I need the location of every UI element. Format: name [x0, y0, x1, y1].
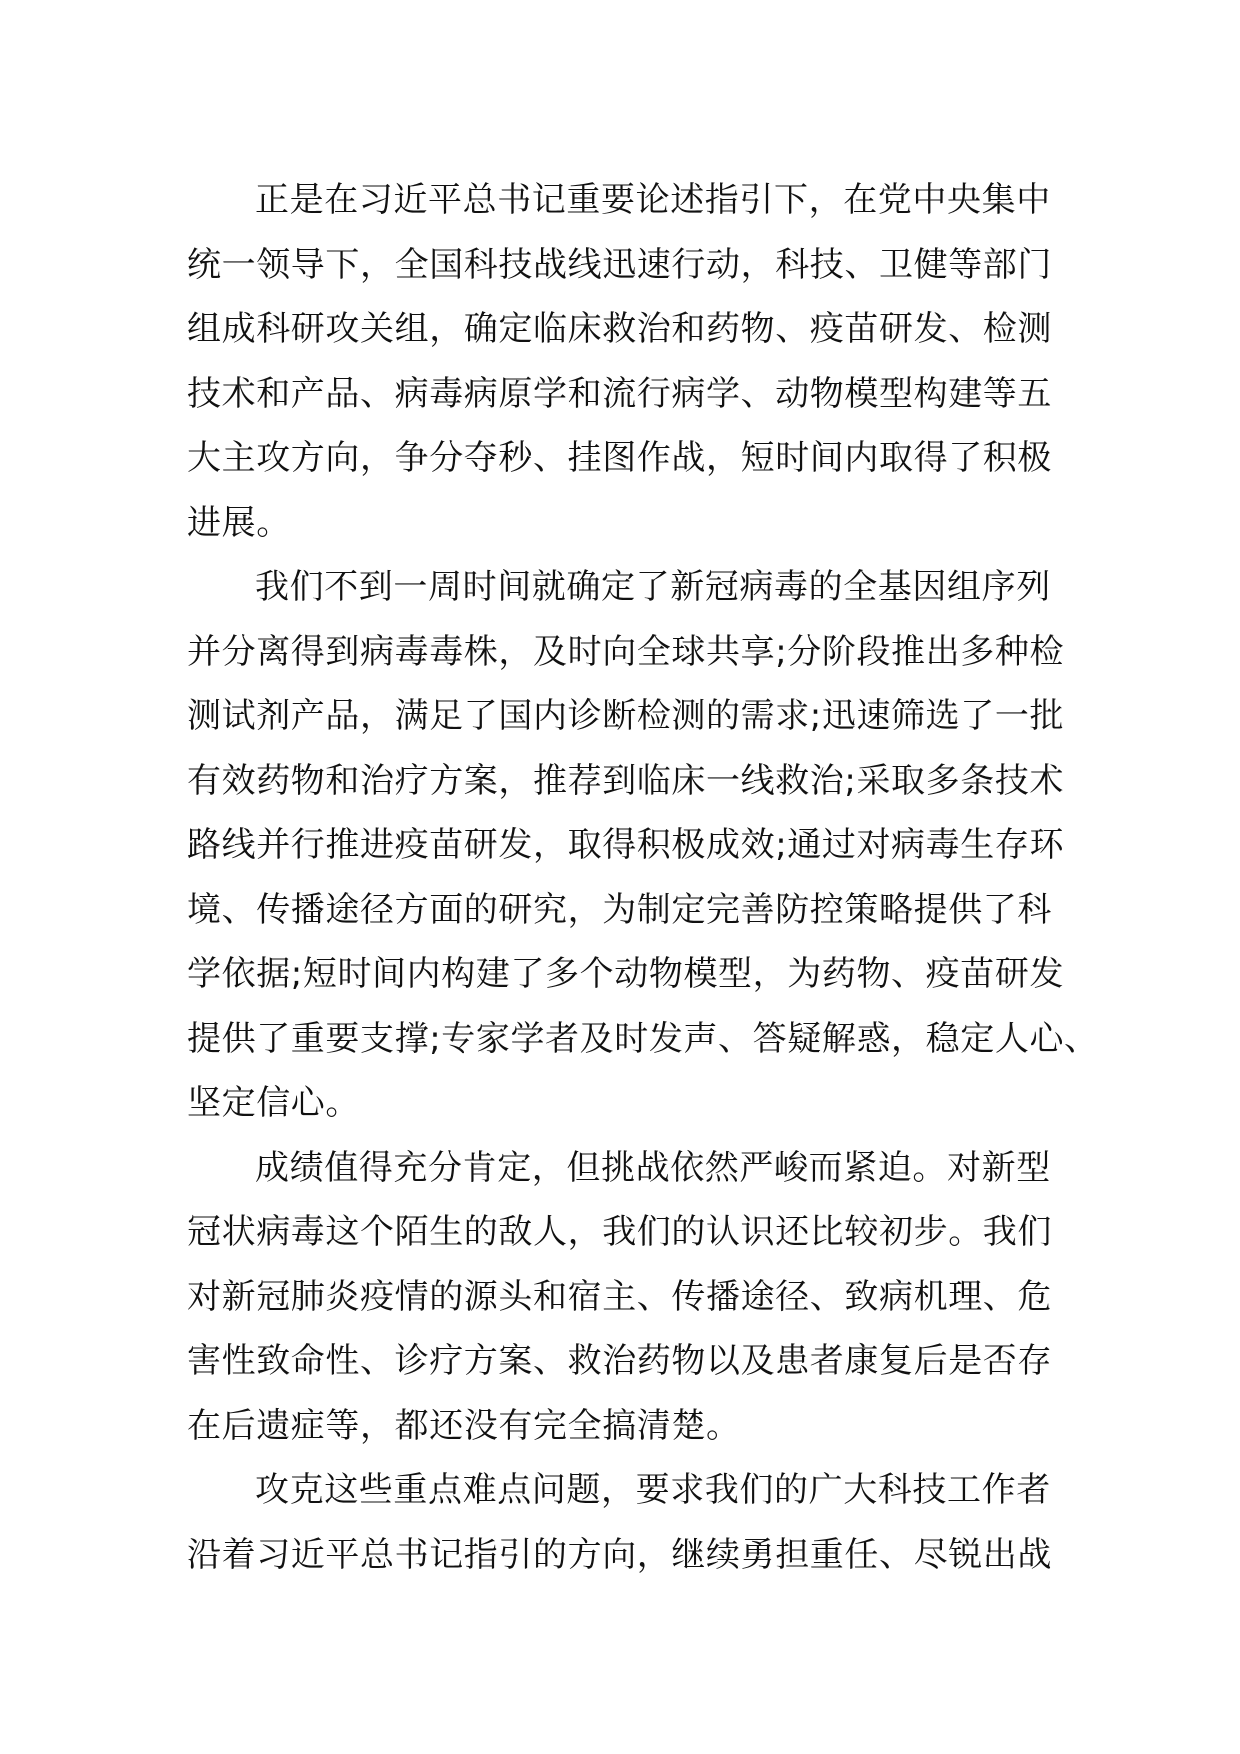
- text-line: 提供了重要支撑;专家学者及时发声、答疑解惑，稳定人心、: [187, 1018, 1099, 1059]
- text-line: 组成科研攻关组，确定临床救治和药物、疫苗研发、检测: [187, 309, 1052, 349]
- text-line: 进展。: [187, 502, 291, 543]
- text-line: 成绩值得充分肯定，但挑战依然严峻而紧迫。对新型: [255, 1147, 1051, 1188]
- text-line: 境、传播途径方面的研究，为制定完善防控策略提供了科: [187, 889, 1052, 930]
- paragraph-2: [187, 555, 1099, 1136]
- text-line: 攻克这些重点难点问题，要求我们的广大科技工作者: [255, 1470, 1051, 1510]
- text-line: 并分离得到病毒毒株，及时向全球共享;分阶段推出多种检: [187, 631, 1065, 672]
- paragraph-1: [187, 168, 1052, 555]
- paragraph-3: [187, 1136, 1052, 1459]
- text-line: 技术和产品、病毒病原学和流行病学、动物模型构建等五: [187, 373, 1052, 414]
- text-line: 坚定信心。: [187, 1083, 360, 1123]
- text-line: 有效药物和治疗方案，推荐到临床一线救治;采取多条技术: [187, 760, 1065, 801]
- text-line: 路线并行推进疫苗研发，取得积极成效;通过对病毒生存环: [187, 825, 1065, 865]
- document-body: [187, 168, 1099, 1587]
- text-line: 害性致命性、诊疗方案、救治药物以及患者康复后是否存: [187, 1341, 1052, 1381]
- text-line: 沿着习近平总书记指引的方向，继续勇担重任、尽锐出战: [187, 1534, 1052, 1575]
- paragraph-4: [187, 1458, 1052, 1587]
- text-line: 统一领导下，全国科技战线迅速行动，科技、卫健等部门: [187, 244, 1052, 285]
- text-line: 对新冠肺炎疫情的源头和宿主、传播途径、致病机理、危: [187, 1276, 1052, 1317]
- text-line: 测试剂产品，满足了国内诊断检测的需求;迅速筛选了一批: [187, 696, 1065, 736]
- text-line: 我们不到一周时间就确定了新冠病毒的全基因组序列: [255, 567, 1051, 607]
- text-line: 正是在习近平总书记重要论述指引下，在党中央集中: [255, 180, 1051, 220]
- text-line: 冠状病毒这个陌生的敌人，我们的认识还比较初步。我们: [187, 1212, 1052, 1252]
- text-line: 学依据;短时间内构建了多个动物模型，为药物、疫苗研发: [187, 954, 1065, 994]
- text-line: 大主攻方向，争分夺秒、挂图作战，短时间内取得了积极: [187, 438, 1052, 478]
- text-line: 在后遗症等，都还没有完全搞清楚。: [187, 1405, 741, 1446]
